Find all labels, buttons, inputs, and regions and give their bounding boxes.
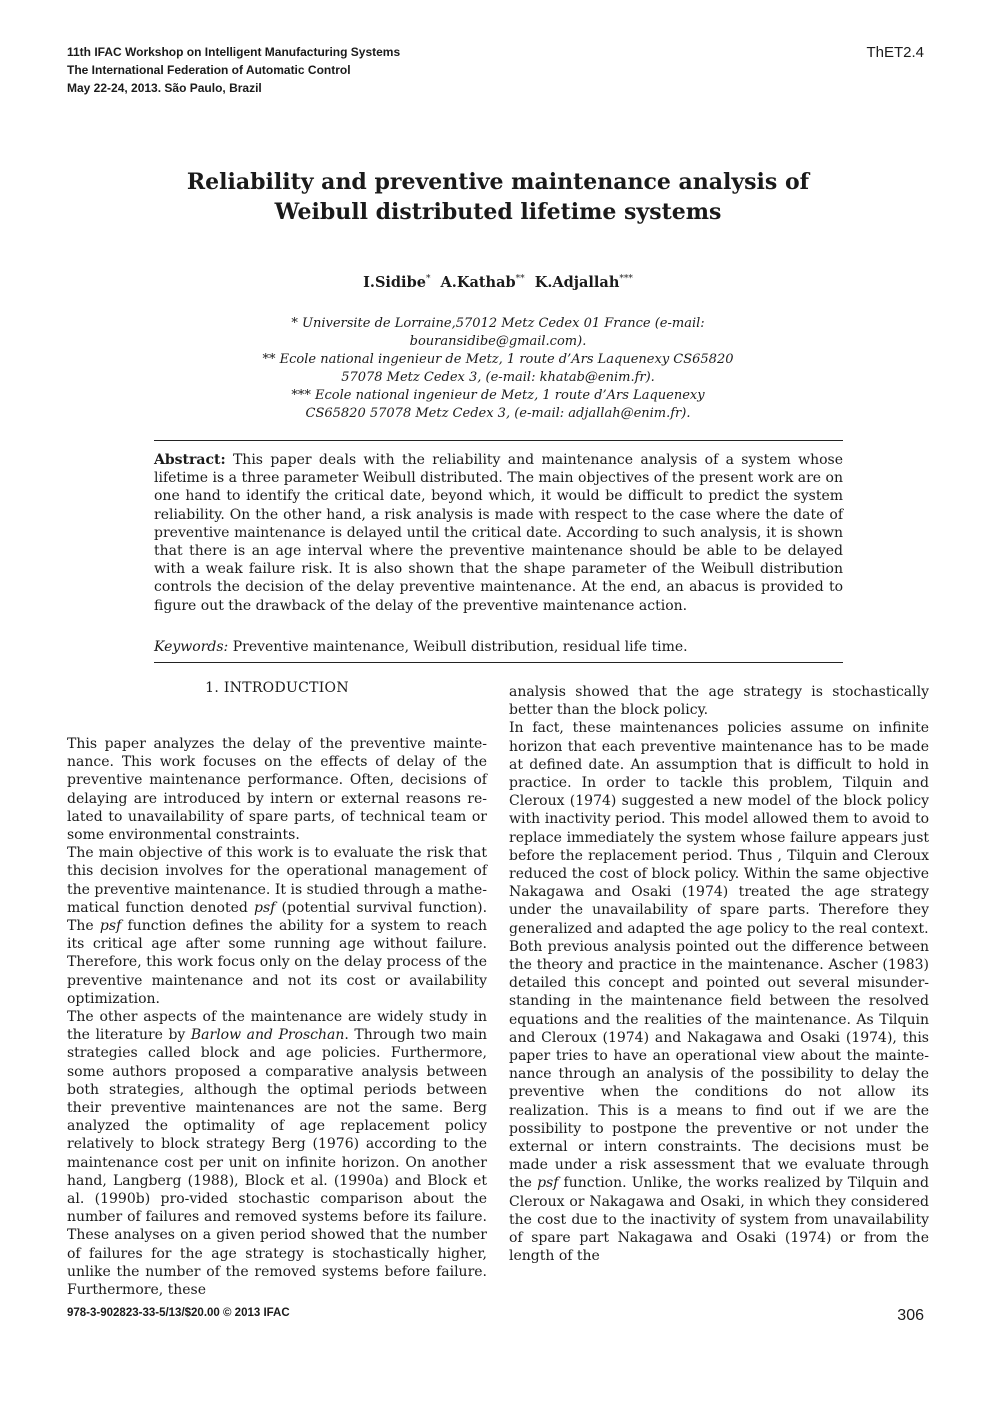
paragraph: In fact, these maintenances policies assume on infinite horizon that each preventive maintenance has to be made at defined date. An assumption that is difficult to hold in practice. In order to tackle this problem, Tilquin and Cleroux (1974) suggested a new model of the block policy with inactivity period. This model allowed them to avoid to replace immediately the system whose failure appears just before the replacement period. Thus , Tilquin and Cleroux reduced the cost of block policy. Within the same objective Nakagawa and Osaki (1974) treated the age strategy under the unavailability of spare parts. Therefore they generalized and adapted the age policy to the real context. [509, 720, 929, 937]
paragraph: This paper analyzes the delay of the preventive mainte-nance. This work focuses on the effects of delay of the preventive maintenance performance. Often, decisions of delaying are introduced by intern or external reasons re-lated to unavailability of spare parts, of technical team or some environmental constraints. [67, 736, 487, 844]
federation-name: The International Federation of Automatic Control [67, 63, 351, 77]
author-mark: * [425, 274, 431, 285]
affiliation-line: ** Ecole national ingenieur de Metz, 1 route d’Ars Laquenexy CS65820 [262, 352, 734, 367]
affiliation-line: *** Ecole national ingenieur de Metz, 1 route d’Ars Laquenexy [291, 388, 705, 403]
paragraph-text: (potential survival function). The [67, 899, 488, 935]
footer-isbn: 978-3-902823-33-5/13/$20.00 © 2013 IFAC [67, 1307, 290, 1319]
paragraph-text: function. Unlike, the works realized by Tilquin and Cleroux or Nakagawa and Osaki, in which they considered the cost due to the inactivity of system from unavailability of spare part Nakagawa and Osaki (1974) or from the length of the [509, 1175, 929, 1265]
abstract-text: This paper deals with the reliability and maintenance analysis of a system whose lifetime is a three parameter Weibull distributed. The main objectives of the present work are on one hand to identify the critical date, beyond which, it would be difficult to predict the system reliability. On the other hand, a risk analysis is made with respect to the case where the date of preventive maintenance is delayed until the critical date. According to such analysis, it is shown that there is an age interval where the preventive maintenance should be able to be delayed with a weak failure risk. It is also shown that the shape parameter of the Weibull distribution controls the decision of the delay preventive maintenance. At the end, an abacus is provided to figure out the drawback of the delay of the preventive maintenance action. [154, 452, 843, 614]
citation: Barlow and Proschan [190, 1027, 345, 1044]
paragraph [509, 938, 929, 1266]
paragraph-text: function defines the ability for a system to reach its critical age after some running age without failure. Therefore, this work focus only on the delay process of the preventive maintenance and not its cost or availability optimization. [67, 918, 487, 1007]
section-heading: 1. INTRODUCTION [205, 680, 349, 696]
abstract-top-rule [154, 440, 843, 441]
page-number: 306 [897, 1307, 924, 1324]
affiliation-line: * Universite de Lorraine,57012 Metz Cedex 01 France (e-mail: [291, 316, 705, 331]
session-code: ThET2.4 [866, 44, 924, 61]
right-column [509, 683, 929, 1266]
author-name: K.Adjallah [534, 274, 620, 291]
psf-symbol: psf [254, 899, 276, 916]
paragraph-text: The main objective of this work is to evaluate the risk that this decision involves for the operational management of the preventive maintenance. It is studied through a mathe-matical function denoted [67, 845, 487, 916]
paragraph-text: Both previous analysis pointed out the difference between the theory and practice in the maintenance. Ascher (1983) detailed this concept and pointed out several misunder-standing in the maintenance field between the resolved equations and the realities of the maintenance. As Tilquin and Cleroux (1974) and Nakagawa and Osaki (1974), this paper tries to have an operational view about the mainte-nance through an analysis of the possibility to delay the preventive when the conditions do not allow its realization. This is a means to find out if we are the possibility to postpone the preventive or not under the external or intern constraints. The decisions must be made under a risk assessment that we evaluate through the [509, 938, 929, 1192]
keywords-label: Keywords: [154, 639, 229, 655]
psf-symbol: psf [99, 918, 122, 935]
keywords [154, 638, 843, 656]
keywords-text: Preventive maintenance, Weibull distribution, residual life time. [232, 639, 688, 655]
author-name: A.Kathab [440, 274, 516, 291]
conference-date-location: May 22-24, 2013. São Paulo, Brazil [67, 81, 262, 95]
author-list [150, 274, 846, 291]
psf-symbol: psf [537, 1175, 559, 1192]
conference-header [67, 43, 400, 97]
author-mark: *** [619, 274, 633, 285]
paragraph-text: The other aspects of the maintenance are widely study in the literature by [67, 1009, 487, 1044]
left-column [67, 735, 487, 1299]
paragraph-text: . Through two main strategies called block and age policies. Furthermore, some authors proposed a comparative analysis between both strategies, although the optimal periods between their preventive maintenances are not the same. Berg analyzed the optimality of age replacement policy relatively to block strategy Berg (1976) according to the maintenance cost per unit on infinite horizon. On another hand, Langberg (1988), Block et al. (1990a) and Block et al. (1990b) pro-vided stochastic comparison about the number of failures and removed systems before its failure. These analyses on a given period showed that the number of failures for the age strategy is stochastically higher, unlike the number of the removed systems before failure. Furthermore, these [67, 1027, 487, 1299]
affiliations [200, 315, 796, 423]
author-name: I.Sidibe [363, 274, 426, 291]
abstract [154, 451, 843, 615]
affiliation-line: bouransidibe@gmail.com). [409, 334, 587, 349]
author-mark: ** [515, 274, 525, 285]
paper-title: Reliability and preventive maintenance analysis of Weibull distributed lifetime systems [186, 169, 810, 225]
abstract-label: Abstract: [154, 452, 226, 468]
conference-name: 11th IFAC Workshop on Intelligent Manufacturing Systems [67, 45, 401, 59]
affiliation-line: 57078 Metz Cedex 3, (e-mail: khatab@enim.fr). [341, 370, 655, 385]
abstract-bottom-rule [154, 662, 843, 663]
paragraph [67, 844, 487, 1008]
paragraph [67, 1008, 487, 1299]
paragraph: analysis showed that the age strategy is stochastically better than the block policy. [509, 684, 929, 719]
affiliation-line: CS65820 57078 Metz Cedex 3, (e-mail: adjallah@enim.fr). [305, 406, 691, 421]
